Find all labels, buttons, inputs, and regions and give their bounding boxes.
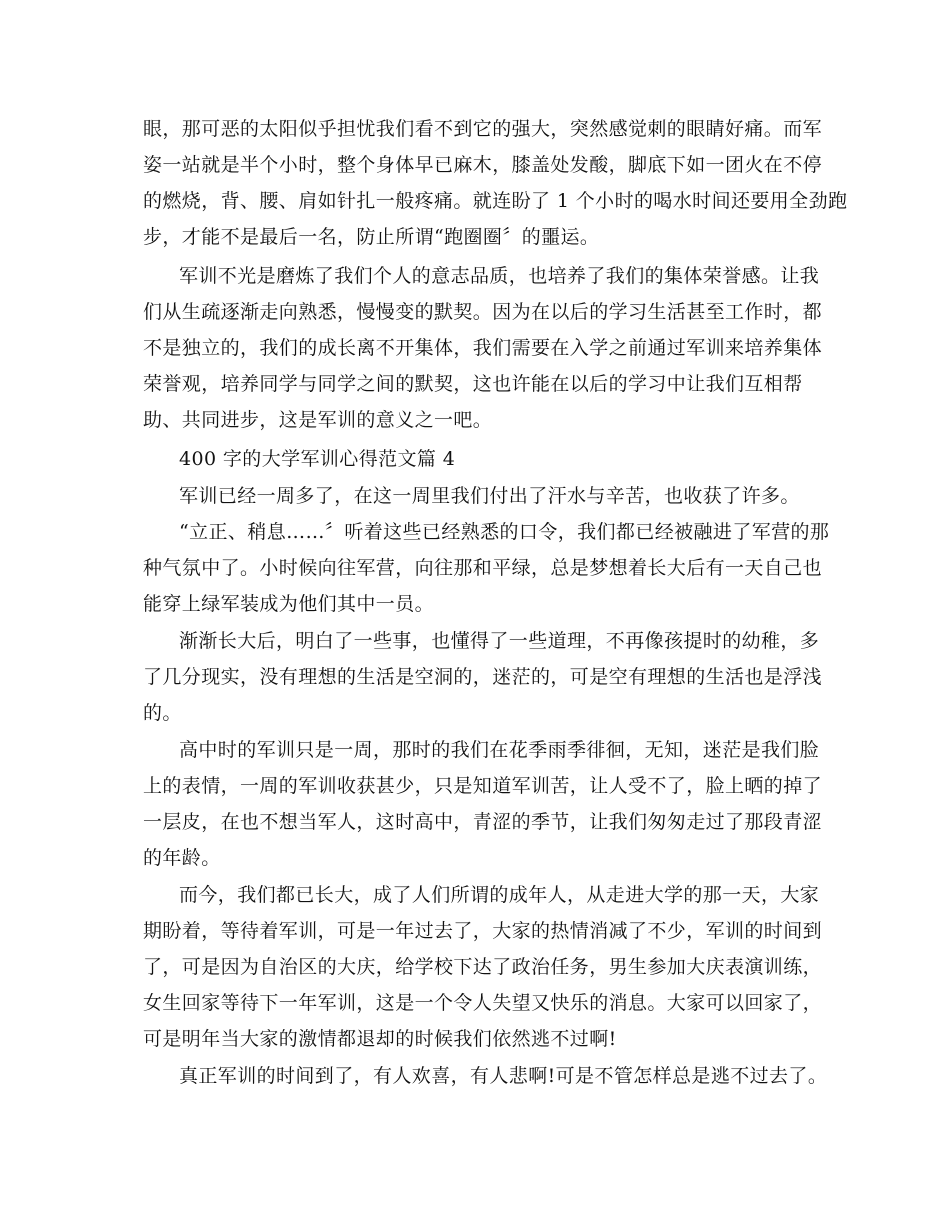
text-line-13: 种气氛中了。小时候向往军营，向往那和平绿，总是梦想着长大后有一天自己也: [143, 557, 823, 579]
paragraph-start-7: 真正军训的时间到了，有人欢喜，有人悲啊!可是不管怎样总是逃不过去了。: [179, 1065, 828, 1087]
text-line-19: 上的表情，一周的军训收获甚少，只是知道军训苦，让人受不了，脸上晒的掉了: [143, 775, 823, 797]
paragraph-start-3: “立正、稍息……〞听着这些已经熟悉的口令，我们都已经被融进了军营的那: [179, 521, 830, 543]
text-line-21: 的年龄。: [143, 847, 221, 869]
text-line-7: 不是独立的，我们的成长离不开集体，我们需要在入学之前通过军训来培养集体: [143, 337, 823, 359]
text-line-20: 一层皮，在也不想当军人，这时高中，青涩的季节，让我们匆匆走过了那段青涩: [143, 811, 823, 833]
text-line-17: 的。: [143, 702, 182, 724]
paragraph-start-4: 渐渐长大后，明白了一些事，也懂得了一些道理，不再像孩提时的幼稚，多: [179, 630, 820, 652]
text-line-1: 眼，那可恶的太阳似乎担忧我们看不到它的强大，突然感觉刺的眼睛好痛。而军: [143, 118, 823, 140]
paragraph-start-2: 军训已经一周多了，在这一周里我们付出了汗水与辛苦，也收获了许多。: [179, 485, 800, 507]
text-line-14: 能穿上绿军装成为他们其中一员。: [143, 593, 435, 615]
text-line-2: 姿一站就是半个小时，整个身体早已麻木，膝盖处发酸，脚底下如一团火在不停: [143, 154, 823, 176]
text-line-25: 女生回家等待下一年军训，这是一个令人失望又快乐的消息。大家可以回家了，: [143, 992, 823, 1014]
text-line-4: 步，才能不是最后一名，防止所谓“跑圈圈〞的噩运。: [143, 226, 600, 248]
text-line-9: 助、共同进步，这是军训的意义之一吧。: [143, 409, 493, 431]
text-line-16: 了几分现实，没有理想的生活是空洞的，迷茫的，可是空有理想的生活也是浮浅: [143, 666, 823, 688]
text-line-26: 可是明年当大家的激情都退却的时候我们依然逃不过啊!: [143, 1028, 617, 1050]
text-line-3: 的燃烧，背、腰、肩如针扎一般疼痛。就连盼了 1 个小时的喝水时间还要用全劲跑: [143, 190, 848, 212]
paragraph-start-1: 军训不光是磨炼了我们个人的意志品质，也培养了我们的集体荣誉感。让我: [179, 265, 820, 287]
text-line-23: 期盼着，等待着军训，可是一年过去了，大家的热情消减了不少，军训的时间到: [143, 920, 823, 942]
paragraph-start-6: 而今，我们都已长大，成了人们所谓的成年人，从走进大学的那一天，大家: [179, 884, 820, 906]
paragraph-start-5: 高中时的军训只是一周，那时的我们在花季雨季徘徊，无知，迷茫是我们脸: [179, 739, 820, 761]
text-line-8: 荣誉观，培养同学与同学之间的默契，这也许能在以后的学习中让我们互相帮: [143, 373, 803, 395]
text-line-6: 们从生疏逐渐走向熟悉，慢慢变的默契。因为在以后的学习生活甚至工作时，都: [143, 301, 823, 323]
text-line-24: 了，可是因为自治区的大庆，给学校下达了政治任务，男生参加大庆表演训练，: [143, 956, 823, 978]
section-heading: 400 字的大学军训心得范文篇 4: [179, 448, 456, 470]
